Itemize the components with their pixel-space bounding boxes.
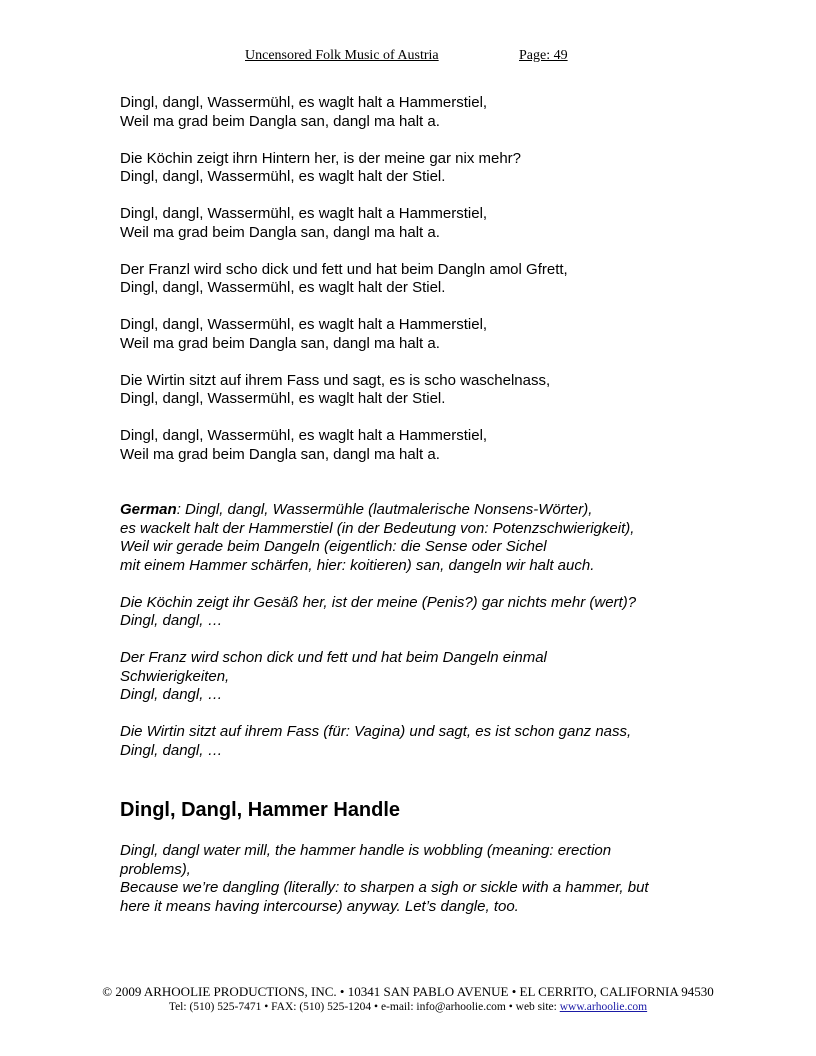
lyrics-stanza	[120, 372, 700, 409]
lyric-line: Weil ma grad beim Dangla san, dangl ma halt a.	[120, 334, 440, 352]
footer-contact	[0, 1000, 816, 1015]
lyrics-stanza	[120, 150, 700, 187]
lyric-line: Weil ma grad beim Dangla san, dangl ma halt a.	[120, 223, 440, 241]
footer-address: © 2009 ARHOOLIE PRODUCTIONS, INC. • 10341 SAN PABLO AVENUE • EL CERRITO, CALIFORNIA 94530	[102, 984, 714, 999]
translation-line: Dingl, dangl, …	[120, 741, 223, 759]
lyric-line: Dingl, dangl, Wassermühl, es waglt halt a Hammerstiel,	[120, 427, 488, 444]
lyric-line: Dingl, dangl, Wassermühl, es waglt halt a Hammerstiel,	[120, 94, 488, 111]
lyrics-section	[120, 94, 700, 464]
translation-line: Weil wir gerade beim Dangeln (eigentlich: die Sense oder Sichel	[120, 538, 547, 555]
lyric-line: Weil ma grad beim Dangla san, dangl ma halt a.	[120, 112, 440, 130]
translation-stanza	[120, 501, 700, 575]
lyric-line: Dingl, dangl, Wassermühl, es waglt halt a Hammerstiel,	[120, 205, 488, 222]
page-footer	[0, 984, 816, 1015]
translation-stanza	[120, 594, 700, 631]
lyrics-stanza	[120, 94, 700, 131]
translation-stanza	[120, 723, 700, 760]
lyric-line: Weil ma grad beim Dangla san, dangl ma halt a.	[120, 445, 440, 463]
translation-line: Dingl, dangl, …	[120, 686, 223, 703]
lyrics-stanza	[120, 205, 700, 242]
lyric-line: Der Franzl wird scho dick und fett und hat beim Dangln amol Gfrett,	[120, 260, 568, 278]
lyric-line: Dingl, dangl, Wassermühl, es waglt halt der Stiel.	[120, 168, 446, 185]
lyric-line: Die Wirtin sitzt auf ihrem Fass und sagt, es is scho waschelnass,	[120, 371, 551, 389]
translation-stanza	[120, 649, 700, 705]
english-line: Because we’re dangling (literally: to sharpen a sigh or sickle with a hammer, but	[120, 879, 649, 896]
german-label: German	[120, 501, 177, 518]
translation-line: Dingl, dangl, …	[120, 612, 223, 629]
translation-line-text: : Dingl, dangl, Wassermühle (lautmalerische Nonsens-Wörter),	[176, 501, 593, 518]
english-song-title: Dingl, Dangl, Hammer Handle	[120, 799, 401, 821]
translation-line: Der Franz wird schon dick und fett und hat beim Dangeln einmal	[120, 649, 547, 666]
document-title: Uncensored Folk Music of Austria	[245, 48, 439, 63]
lyric-line: Dingl, dangl, Wassermühl, es waglt halt der Stiel.	[120, 390, 446, 407]
lyric-line: Die Köchin zeigt ihrn Hintern her, is der meine gar nix mehr?	[120, 149, 522, 167]
english-line: Dingl, dangl water mill, the hammer handle is wobbling (meaning: erection	[120, 842, 612, 859]
german-translation	[120, 501, 700, 760]
lyrics-stanza	[120, 261, 700, 298]
english-translation	[120, 842, 700, 916]
footer-contact-text: Tel: (510) 525-7471 • FAX: (510) 525-1204 • e-mail: info@arhoolie.com • web site:	[168, 1001, 560, 1013]
website-link[interactable]: www.arhoolie.com	[559, 1001, 648, 1013]
lyric-line: Dingl, dangl, Wassermühl, es waglt halt a Hammerstiel,	[120, 316, 488, 333]
translation-line: Die Köchin zeigt ihr Gesäß her, ist der meine (Penis?) gar nichts mehr (wert)?	[120, 593, 637, 611]
page-body	[120, 94, 700, 916]
translation-line: mit einem Hammer schärfen, hier: koitieren) san, dangeln wir halt auch.	[120, 556, 595, 574]
english-line: here it means having intercourse) anyway. Let’s dangle, too.	[120, 897, 519, 915]
lyric-line: Dingl, dangl, Wassermühl, es waglt halt der Stiel.	[120, 279, 446, 296]
lyrics-stanza	[120, 316, 700, 353]
translation-line: Schwierigkeiten,	[120, 667, 230, 685]
english-line: problems),	[120, 860, 191, 878]
translation-line: es wackelt halt der Hammerstiel (in der Bedeutung von: Potenzschwierigkeit),	[120, 519, 635, 537]
translation-line: Die Wirtin sitzt auf ihrem Fass (für: Vagina) und sagt, es ist schon ganz nass,	[120, 723, 632, 740]
page-number: Page: 49	[519, 48, 568, 63]
translation-line	[120, 501, 700, 520]
lyrics-stanza	[120, 427, 700, 464]
